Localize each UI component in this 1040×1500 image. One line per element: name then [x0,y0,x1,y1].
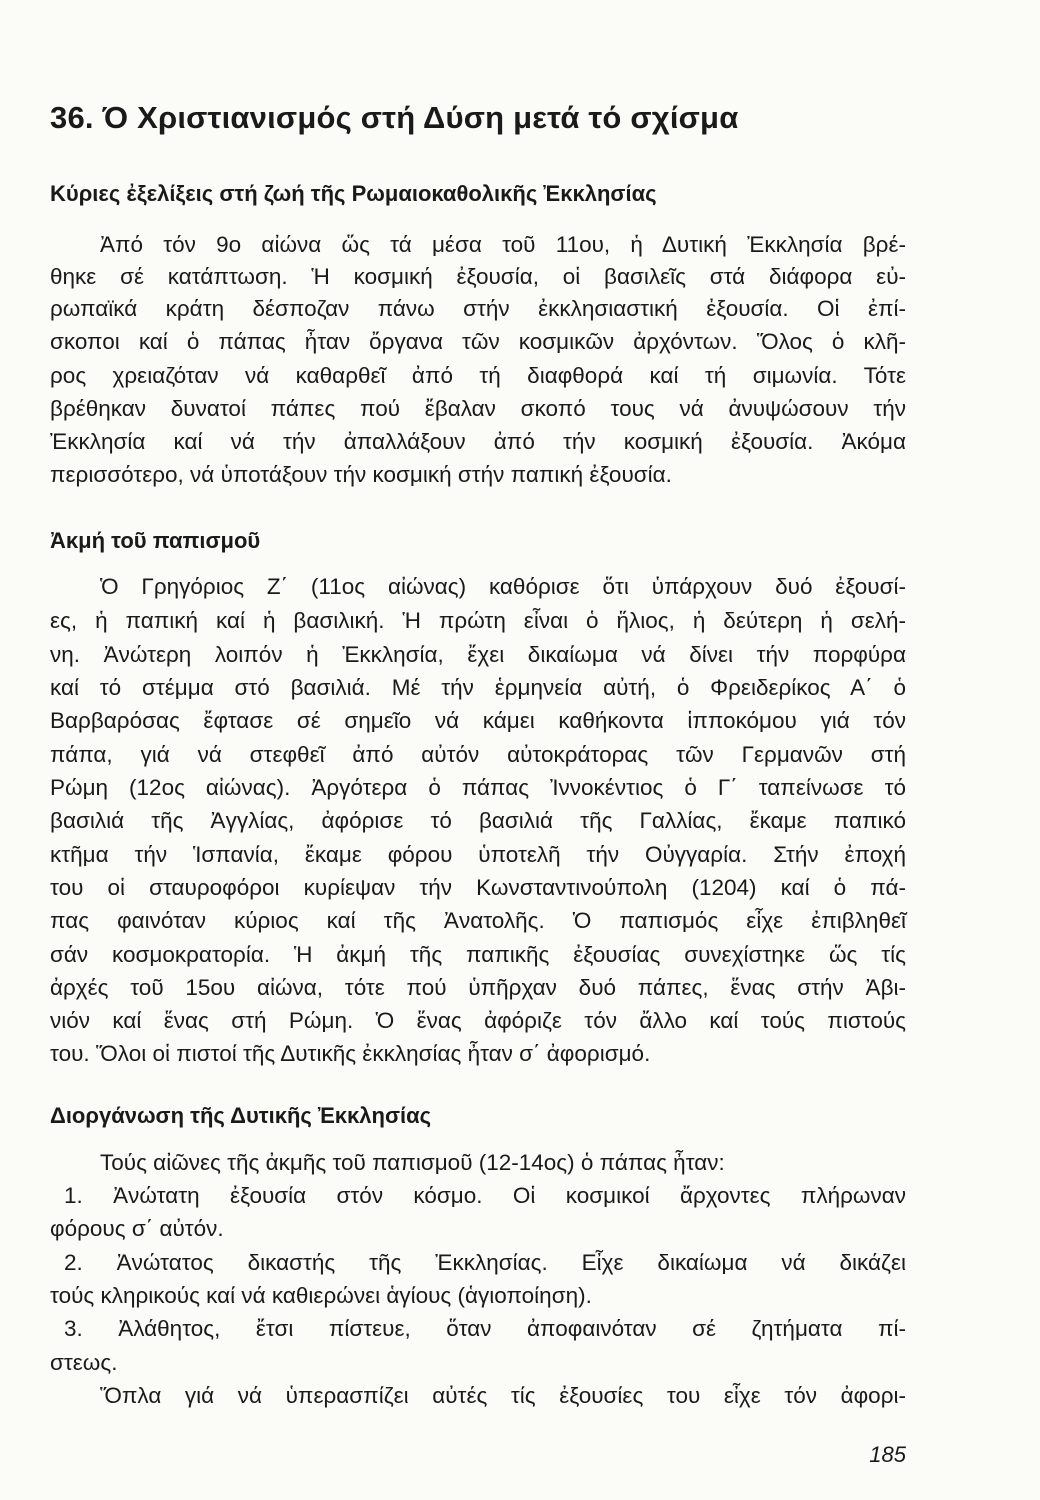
section-heading-developments: Κύριες ἐξελίξεις στή ζωή τῆς Ρωμαιοκαθολικῆς Ἐκκλησίας [50,181,657,206]
list-item-line: 2. Ἀνώτατος δικαστής τῆς Ἐκκλησίας. Εἶχε δικαίωμα νά δικάζει [64,1250,906,1275]
paragraph-line: Ὁ Γρηγόριος Ζ΄ (11ος αἰώνας) καθόρισε ὅτι ὑπάρχουν δυό ἐξουσί- [100,574,906,599]
list-item-line: τούς κληρικούς καί νά καθιερώνει ἁγίους (ἁγιοποίηση). [50,1283,592,1308]
paragraph-line: ρος χρειαζόταν νά καθαρθεῖ ἀπό τή διαφθορά καί τή σιμωνία. Τότε [50,363,906,388]
chapter-title: 36. Ό Χριστιανισμός στή Δύση μετά τό σχίσμα [50,100,739,135]
paragraph-line: καί τό στέμμα στό βασιλιά. Μέ τήν ἑρμηνεία αὐτή, ὁ Φρειδερίκος Α΄ ὁ [50,675,906,700]
list-item-line: φόρους σ΄ αὐτόν. [50,1216,224,1241]
paragraph-line: βρέθηκαν δυνατοί πάπες πού ἔβαλαν σκοπό τους νά ἀνυψώσουν τήν [50,396,906,421]
paragraph-line: πάπα, γιά νά στεφθεῖ ἀπό αὐτόν αὐτοκράτορας τῶν Γερμανῶν στή [50,742,906,767]
paragraph-line: νιόν καί ἕνας στή Ρώμη. Ὁ ἕνας ἀφόριζε τόν ἄλλο καί τούς πιστούς [50,1008,906,1033]
list-item-line: 1. Ἀνώτατη ἐξουσία στόν κόσμο. Οἱ κοσμικοί ἄρχοντες πλήρωναν [64,1183,906,1208]
list-item-line: 3. Ἀλάθητος, ἔτσι πίστευε, ὅταν ἀποφαινόταν σέ ζητήματα πί- [64,1316,906,1341]
paragraph-line: κτῆμα τήν Ἱσπανία, ἔκαμε φόρου ὑποτελῆ τήν Οὐγγαρία. Στήν ἐποχή [50,842,906,867]
paragraph-line: Ἀπό τόν 9ο αἰώνα ὥς τά μέσα τοῦ 11ου, ἡ Δυτική Ἐκκλησία βρέ- [100,232,906,257]
paragraph-line: θηκε σέ κατάπτωση. Ἡ κοσμική ἐξουσία, οἱ βασιλεῖς στά διάφορα εὐ- [50,264,906,289]
paragraph-line: περισσότερο, νά ὑποτάξουν τήν κοσμική στήν παπική ἐξουσία. [50,462,672,487]
paragraph-line: του οἱ σταυροφόροι κυρίεψαν τήν Κωνσταντινούπολη (1204) καί ὁ πά- [50,875,906,900]
paragraph-line: ἀρχές τοῦ 15ου αἰώνα, τότε πού ὑπῆρχαν δυό πάπες, ἕνας στήν Ἀβι- [50,975,906,1000]
paragraph-line: νη. Ἀνώτερη λοιπόν ἡ Ἐκκλησία, ἔχει δικαίωμα νά δίνει τήν πορφύρα [50,642,906,667]
paragraph-line: πας φαινόταν κύριος καί τῆς Ἀνατολῆς. Ὁ παπισμός εἶχε ἐπιβληθεῖ [50,908,906,933]
paragraph-line: ρωπαϊκά κράτη δέσποζαν πάνω στήν ἐκκλησιαστική ἐξουσία. Οἱ ἐπί- [50,296,906,321]
paragraph-line: βασιλιά τῆς Ἀγγλίας, ἀφόρισε τό βασιλιά τῆς Γαλλίας, ἔκαμε παπικό [50,808,906,833]
paragraph-line: του. Ὅλοι οἱ πιστοί τῆς Δυτικῆς ἐκκλησίας ἦταν σ΄ ἀφορισμό. [50,1041,651,1066]
paragraph-line: σάν κοσμοκρατορία. Ἡ ἀκμή τῆς παπικῆς ἐξουσίας συνεχίστηκε ὥς τίς [50,942,906,967]
paragraph-line: Τούς αἰῶνες τῆς ἀκμῆς τοῦ παπισμοῦ (12-14ος) ὁ πάπας ἦταν: [100,1150,725,1175]
paragraph-line: Ἐκκλησία καί νά τήν ἀπαλλάξουν ἀπό τήν κοσμική ἐξουσία. Ἀκόμα [50,429,906,454]
section-heading-organization: Διοργάνωση τῆς Δυτικῆς Ἐκκλησίας [50,1103,432,1128]
paragraph-line: σκοποι καί ὁ πάπας ἦταν ὄργανα τῶν κοσμικῶν ἀρχόντων. Ὅλος ὁ κλῆ- [50,329,906,354]
page-number: 185 [869,1442,906,1467]
paragraph-line: ες, ἡ παπική καί ἡ βασιλική. Ἡ πρώτη εἶναι ὁ ἥλιος, ἡ δεύτερη ἡ σελή- [50,608,906,633]
paragraph-line: Ὅπλα γιά νά ὑπερασπίζει αὐτές τίς ἐξουσίες του εἶχε τόν ἀφορι- [100,1383,906,1408]
list-item-line: στεως. [50,1350,118,1375]
paragraph-line: Ρώμη (12ος αἰώνας). Ἀργότερα ὁ πάπας Ἰννοκέντιος ὁ Γ΄ ταπείνωσε τό [50,775,906,800]
paragraph-line: Βαρβαρόσας ἔφτασε σέ σημεῖο νά κάμει καθήκοντα ἱπποκόμου γιά τόν [50,708,906,733]
section-heading-papacy-peak: Ἀκμή τοῦ παπισμοῦ [50,528,261,553]
